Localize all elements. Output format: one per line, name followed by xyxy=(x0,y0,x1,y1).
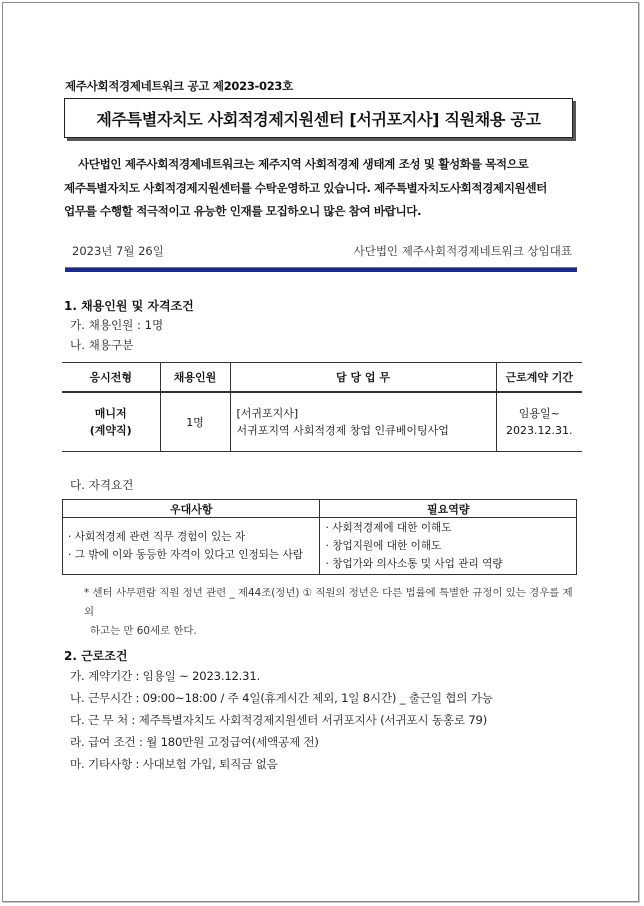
list-item: · 그 밖에 이와 동등한 자격이 있다고 인정되는 사람 xyxy=(68,549,303,561)
cell-period xyxy=(496,392,582,452)
cell-duty-line-1: [서귀포지사] xyxy=(236,407,299,420)
work-condition-salary: 라. 급여 조건 : 월 180만원 고정급여(세액공제 전) xyxy=(70,735,319,749)
list-item: · 창업가와 의사소통 및 사업 관리 역량 xyxy=(325,558,503,570)
header-count: 채용인원 xyxy=(160,363,230,393)
notice-number: 제주사회적경제네트워크 공고 제2023-023호 xyxy=(65,79,293,93)
retirement-note-line-2: 하고는 만 60세로 한다. xyxy=(90,625,197,637)
qualification-table xyxy=(62,499,577,575)
cell-duty-line-2: 서귀포지역 사회적경제 창업 인큐베이팅사업 xyxy=(236,424,449,437)
header-competencies: 필요역량 xyxy=(320,500,577,518)
cell-period-line-1: 임용일~ xyxy=(518,407,560,420)
notice-date: 2023년 7월 26일 xyxy=(72,244,164,258)
cell-type-line-2: (계약직) xyxy=(89,424,132,437)
cell-competencies xyxy=(320,518,577,575)
page-title xyxy=(64,98,573,138)
work-condition-hours: 나. 근무시간 : 09:00~18:00 / 주 4일(휴게시간 제외, 1일 8시간) _ 출근일 협의 가능 xyxy=(70,691,493,705)
section-1-item-ga: 가. 채용인원 : 1명 xyxy=(70,318,164,332)
intro-line-2: 제주특별자치도 사회적경제지원센터를 수탁운영하고 있습니다. 제주특별자치도사회적경제지원센터 xyxy=(64,180,547,195)
divider-thick xyxy=(65,268,577,272)
intro-line-3: 업무를 수행할 적극적이고 유능한 인재를 모집하오니 많은 참여 바랍니다. xyxy=(64,204,422,218)
recruitment-table xyxy=(62,362,582,452)
intro-paragraph xyxy=(64,153,578,224)
table-row xyxy=(63,518,577,575)
cell-preferred xyxy=(63,518,320,575)
list-item: · 사회적경제 관련 직무 경험이 있는 자 xyxy=(68,531,246,543)
section-1-item-da: 다. 자격요건 xyxy=(70,478,134,492)
intro-line-1: 사단법인 제주사회적경제네트워크는 제주지역 사회적경제 생태계 조성 및 활성화를 목적으로 xyxy=(78,157,529,171)
header-period: 근로계약 기간 xyxy=(496,363,582,393)
table-row xyxy=(62,392,582,452)
header-type: 응시전형 xyxy=(62,363,160,393)
cell-type-line-1: 매니저 xyxy=(94,407,127,420)
section-1-title: 1. 채용인원 및 자격조건 xyxy=(64,299,194,313)
cell-period-line-2: 2023.12.31. xyxy=(506,424,573,437)
work-condition-contract: 가. 계약기간 : 임용일 ~ 2023.12.31. xyxy=(70,669,260,683)
page-title-text: 제주특별자치도 사회적경제지원센터 [서귀포지사] 직원채용 공고 xyxy=(96,109,541,129)
section-1-item-na: 나. 채용구분 xyxy=(70,338,134,352)
cell-count: 1명 xyxy=(160,392,230,452)
issuing-organization: 사단법인 제주사회적경제네트워크 상임대표 xyxy=(353,244,572,258)
cell-type xyxy=(62,392,160,452)
retirement-note xyxy=(84,584,578,641)
work-condition-other: 마. 기타사항 : 사대보험 가입, 퇴직금 없음 xyxy=(70,757,278,771)
header-preferred: 우대사항 xyxy=(63,500,320,518)
list-item: · 창업지원에 대한 이해도 xyxy=(325,540,442,552)
retirement-note-line-1: * 센터 사무편람 직원 정년 관련 _ 제44조(정년) ① 직원의 정년은 다른 법률에 특별한 규정이 있는 경우를 제외 xyxy=(84,587,573,618)
header-duty: 담 당 업 무 xyxy=(230,363,496,393)
recruitment-table-header xyxy=(62,363,582,393)
section-2-title: 2. 근로조건 xyxy=(64,649,128,663)
work-condition-location: 다. 근 무 처 : 제주특별자치도 사회적경제지원센터 서귀포지사 (서귀포시 동홍로 79) xyxy=(70,713,488,727)
cell-duty xyxy=(230,392,496,452)
list-item: · 사회적경제에 대한 이해도 xyxy=(325,522,452,534)
qualification-table-header xyxy=(63,500,577,518)
